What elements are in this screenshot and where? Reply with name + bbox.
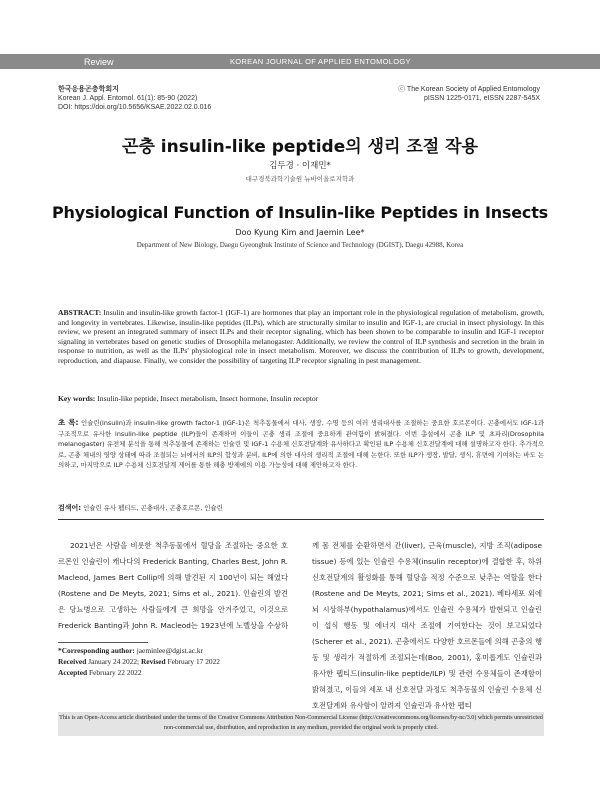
accepted: Accepted February 22 2022 — [58, 668, 142, 677]
keywords-korean — [58, 503, 544, 513]
abstract-english — [58, 308, 544, 366]
authors-korean: 김두경 · 이재민* — [269, 161, 331, 171]
journal-name: KOREAN JOURNAL OF APPLIED ENTOMOLOGY — [230, 57, 411, 66]
abstract-label: ABSTRACT: — [58, 308, 102, 317]
abstract-text: Insulin and insulin-like growth factor-1 (IGF-1) are hormones that play an important role in the physiological regulation of metabolism, growth, and longevity in vertebrates. Likewise, insulin-like peptides (ILPs), which are structurally similar to insulin and IGF-1, are crucial in insect physiology. In this review, we present an integrated summary of insect ILPs and their receptor signaling, which has been shown to be comparable to insulin and IGF-1 receptor signaling in vertebrates based on genetic studies of Drosophila melanogaster. Additionally, we review the control of ILP synthesis and secretion in the brain in response to nutrition, as well as the ILPs' physiological role in insect metabolism. Moreover, we discuss the contribution of ILPs to growth, development, reproduction, and diapause. Finally, we consider the possibility of targeting ILP receptor signaling in pest management. — [58, 308, 544, 365]
citation: Korean J. Appl. Entomol. 61(1): 85-90 (2022) — [58, 95, 198, 102]
body-column-left: 2021년은 사람을 비롯한 척추동물에서 혈당을 조절하는 중요한 호르몬인 인슐린이 캐나다의 Frederick Banting, Charles Best, John R. Macleod, James Bert Collip에 의해 발견된 지 100년이 되는 해였다(Rostene and De Meyts, 2021; Sims et al., 2021). 인슐린의 발견은 당뇨병으로 고생하는 사람들에게 큰 희망을 안겨주었고, 이것으로 Frederick Banting과 John R. Macleod는 1923년에 노벨상을 수상하 — [58, 541, 288, 630]
keywords-text: Insulin-like peptide, Insect metabolism, Insect hormone, Insulin receptor — [97, 394, 319, 403]
keywords-label: Key words: — [58, 394, 96, 403]
keywords-english — [58, 394, 544, 403]
author-email[interactable]: jaeminlee@dgist.ac.kr — [136, 646, 204, 655]
journal-ko: 한국응용곤충학회지 — [58, 86, 119, 93]
section-label: Review — [84, 56, 114, 67]
copyright: ⓒ The Korean Society of Applied Entomology — [398, 86, 540, 93]
footnote-rule — [58, 642, 148, 643]
received-revised: Received January 24 2022; Revised February 17 2022 — [58, 657, 220, 666]
affiliation-english: Department of New Biology, Daegu Gyeongbuk Institute of Science and Technology (DGIST), Daegu 42988, Korea — [136, 241, 464, 249]
affiliation-korean: 대구경북과학기술원 뉴바이올로지학과 — [245, 175, 355, 183]
society-block — [398, 85, 540, 103]
keywords-ko-text: 인슐린 유사 펩티드, 곤충대사, 곤충호르몬, 인슐린 — [83, 504, 223, 512]
authors-english: Doo Kyung Kim and Jaemin Lee* — [235, 228, 365, 237]
title-english: Physiological Function of Insulin-like Peptides in Insects — [52, 203, 548, 222]
body-column-right: 께 몸 전체를 순환하면서 간(liver), 근육(muscle), 지방 조직(adipose tissue) 등에 있는 인슐린 수용체(insulin receptor)에 결합한 후, 하위 신호전달계의 활성화를 통해 혈당을 적정 수준으로 낮추는 역할을 한다(Rostene and De Meyts, 2021; Sims et al., 2021). 베타세포 외에 뇌 시상하부(hypothalamus)에서도 인슐린 수용체가 발현되고 인슐린이 섭식 행동 및 에너지 대사 조절에 기여한다는 것이 보고되었다(Scherer et al., 2021). 곤충에서도 다양한 호르몬들에 의해 곤충의 행동 및 생리가 적절하게 조절되는데(Boo, 2001), 홍미롭게도 인슐린과 유사한 펩티드(insulin-like peptide/ILP) 및 관련 수용체들이 존재함이 밝혀졌고, 이들의 세포 내 신호전달 과정도 척추동물의 인슐린 수용체 신호전달계와 유사함이 알려져 인슐린과 유사한 펩티 — [312, 541, 542, 710]
footnote — [58, 645, 298, 678]
header-band — [0, 54, 600, 69]
keywords-ko-label: 검색어: — [58, 504, 82, 512]
corresponding-author: *Corresponding author: jaeminlee@dgist.ac.kr — [58, 646, 204, 655]
abstract-korean — [58, 418, 544, 471]
abstract-ko-label: 초 록: — [58, 418, 79, 427]
title-korean: 곤충 insulin-like peptide의 생리 조절 작용 — [122, 137, 478, 157]
section-divider — [58, 519, 544, 520]
issn: pISSN 1225-0171, eISSN 2287-545X — [424, 95, 540, 102]
citation-block — [58, 85, 211, 112]
abstract-ko-text: 인슐린(insulin)과 insulin-like growth factor-1 (IGF-1)은 척추동물에서 대사, 생장, 수명 등의 여러 생리대사를 조절하는 중요한 호르몬이다. 곤충에서도 IGF-1과 구조적으로 유사한 insulin-like peptide (ILP)들이 존재하며 이들이 곤충 생리 조절에 중요하게 관여함이 밝혀졌다. 이번 총설에서 곤충 ILP 및 초파리(Drosophila melanogaster) 유전체 분석을 통해 척추동물에 존재하는 인슐린 및 IGF-1 수용체 신호전달계와 유사하다고 확인된 ILP 수용체 신호전달계에 대해 설명하고자 한다. 추가적으로, 곤충 체내의 영양 상태에 따라 조절되는 뇌에서의 ILP의 합성과 분비, ILP에 의한 대사의 생리적 조절에 대해 논한다. 또한 ILP가 생장, 발달, 생식, 휴면에 기여하는 바도 논의하고, 마지막으로 ILP 수용체 신호전달계 제어를 통한 해충 방제에의 이용 가능성에 대해 제안하고자 한다. — [58, 419, 544, 469]
doi-link[interactable]: DOI: https://doi.org/10.5656/KSAE.2022.02.0.016 — [58, 104, 212, 111]
license-notice: This is an Open-Access article distributed under the terms of the Creative Commons Attribution Non-Commercial License (http://creativecommons.org/licenses/by-nc/3.0) which permits unrestricted non-commercial use, distribution, and reproduction in any medium, provided the original work is properly cited. — [58, 712, 544, 736]
